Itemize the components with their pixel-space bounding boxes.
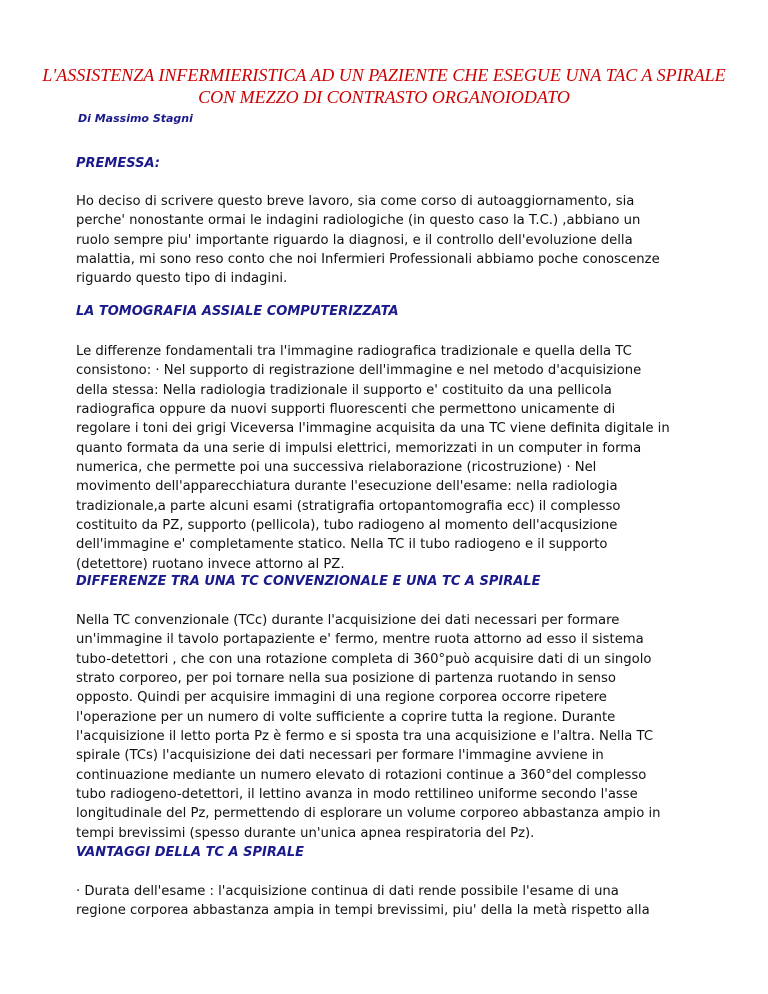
section-heading-tac: LA TOMOGRAFIA ASSIALE COMPUTERIZZATA <box>76 304 399 319</box>
section-text-premessa: Ho deciso di scrivere questo breve lavoro, sia come corso di autoaggiornamento, sia perche' nonostante ormai le indagini radiologiche (in questo caso la T.C.) ,abbiano un ruolo sempre piu' importante riguardo la diagnosi, e il controllo dell'evoluzione della malattia, mi sono reso conto che noi Infermieri Professionali abbiamo poche conoscenze riguardo questo tipo di indagini. <box>76 194 660 287</box>
section-heading-vantaggi: VANTAGGI DELLA TC A SPIRALE <box>76 845 305 860</box>
section-heading-differenze: DIFFERENZE TRA UNA TC CONVENZIONALE E UNA TC A SPIRALE <box>76 574 541 589</box>
section-text-vantaggi: · Durata dell'esame : l'acquisizione continua di dati rende possibile l'esame di una regione corporea abbastanza ampia in tempi brevissimi, piu' della la metà rispetto alla <box>76 884 650 919</box>
section-text-tac: Le differenze fondamentali tra l'immagine radiografica tradizionale e quella della TC consistono: · Nel supporto di registrazione dell'immagine e nel metodo d'acquisizione della stessa: Nella radiologia tradizionale il supporto e' costituito da una pellicola radiografica oppure da nuovi supporti fluorescenti che permettono unicamente di regolare i toni dei grigi Viceversa l'immagine acquisita da una TC viene definita digitale in quanto formata da una serie di impulsi elettrici, memorizzati in un computer in forma numerica, che permette poi una successiva rielaborazione (ricostruzione) · Nel movimento dell'apparecchiatura durante l'esecuzione dell'esame: nella radiologia tradizionale,a parte alcuni esami (stratigrafia ortopantomografia ecc) il complesso costituito da PZ, supporto (pellicola), tubo radiogeno al momento dell'acqusizione dell'immagine e' completamente statico. Nella TC il tubo radiogeno e il supporto (detettore) ruotano invece attorno al PZ. <box>76 344 670 572</box>
document-title: L'ASSISTENZA INFERMIERISTICA AD UN PAZIENTE CHE ESEGUE UNA TAC A SPIRALE CON MEZZO DI CONTRASTO ORGANOIODATO <box>42 65 726 107</box>
section-heading-premessa: PREMESSA: <box>76 156 160 171</box>
author-byline: Di Massimo Stagni <box>78 112 193 125</box>
section-text-differenze: Nella TC convenzionale (TCc) durante l'acquisizione dei dati necessari per formare un'immagine il tavolo portapaziente e' fermo, mentre ruota attorno ad esso il sistema tubo-detettori , che con una rotazione completa di 360°può acquisire dati di un singolo strato corporeo, per poi tornare nella sua posizione di partenza ruotando in senso opposto. Quindi per acquisire immagini di una regione corporea occorre ripetere l'operazione per un numero di volte sufficiente a coprire tutta la regione. Durante l'acquisizione il letto porta Pz è fermo e si sposta tra una acquisizione e l'altra. Nella TC spirale (TCs) l'acquisizione dei dati necessari per formare l'immagine avviene in continuazione mediante un numero elevato di rotazioni continue a 360°del complesso tubo radiogeno-detettori, il lettino avanza in modo rettilineo uniforme secondo l'asse longitudinale del Pz, permettendo di esplorare un volume corporeo abbastanza ampio in tempi brevissimi (spesso durante un'unica apnea respiratoria del Pz). <box>76 613 661 841</box>
